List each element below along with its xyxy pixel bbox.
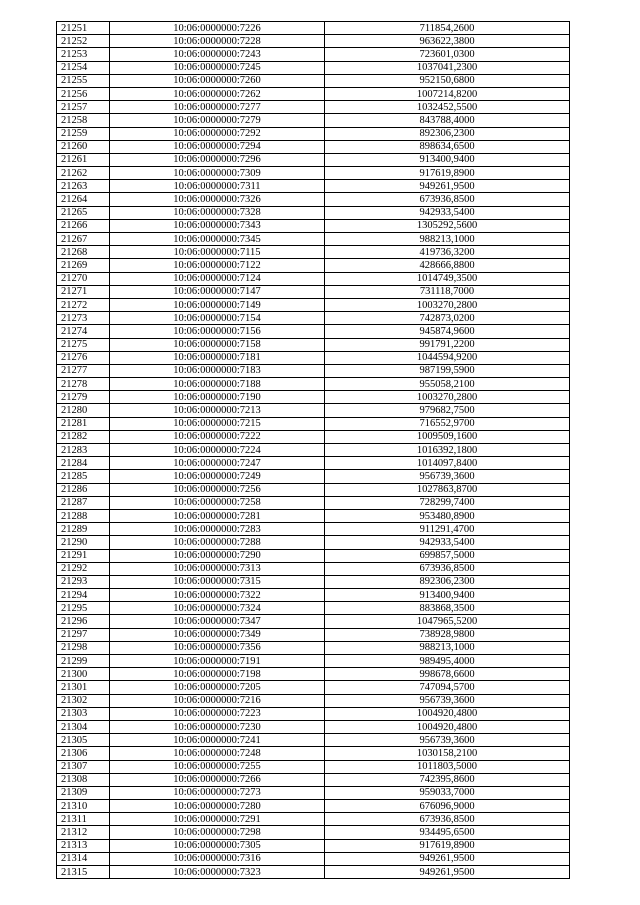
value-cell: 676096,9000	[325, 800, 570, 813]
table-row	[57, 655, 570, 668]
code-cell: 10:06:0000000:7188	[110, 378, 325, 391]
row-number-cell: 21254	[57, 61, 110, 74]
code-cell: 10:06:0000000:7158	[110, 338, 325, 351]
value-cell: 917619,8900	[325, 839, 570, 852]
code-cell: 10:06:0000000:7224	[110, 444, 325, 457]
value-cell: 952150,6800	[325, 74, 570, 87]
code-cell: 10:06:0000000:7322	[110, 589, 325, 602]
value-cell: 1009509,1600	[325, 430, 570, 443]
code-cell: 10:06:0000000:7156	[110, 325, 325, 338]
table-row	[57, 404, 570, 417]
code-cell: 10:06:0000000:7249	[110, 470, 325, 483]
value-cell: 1011803,5000	[325, 760, 570, 773]
code-cell: 10:06:0000000:7291	[110, 813, 325, 826]
code-cell: 10:06:0000000:7313	[110, 562, 325, 575]
code-cell: 10:06:0000000:7223	[110, 707, 325, 720]
row-number-cell: 21312	[57, 826, 110, 839]
value-cell: 419736,3200	[325, 246, 570, 259]
row-number-cell: 21264	[57, 193, 110, 206]
table-row	[57, 364, 570, 377]
row-number-cell: 21304	[57, 720, 110, 733]
row-number-cell: 21313	[57, 839, 110, 852]
table-row	[57, 272, 570, 285]
row-number-cell: 21286	[57, 483, 110, 496]
value-cell: 1305292,5600	[325, 219, 570, 232]
row-number-cell: 21269	[57, 259, 110, 272]
value-cell: 883868,3500	[325, 602, 570, 615]
row-number-cell: 21280	[57, 404, 110, 417]
value-cell: 699857,5000	[325, 549, 570, 562]
table-row	[57, 602, 570, 615]
row-number-cell: 21315	[57, 866, 110, 879]
value-cell: 934495,6500	[325, 826, 570, 839]
table-row	[57, 523, 570, 536]
row-number-cell: 21314	[57, 852, 110, 865]
value-cell: 956739,3600	[325, 470, 570, 483]
row-number-cell: 21292	[57, 562, 110, 575]
code-cell: 10:06:0000000:7205	[110, 681, 325, 694]
code-cell: 10:06:0000000:7230	[110, 720, 325, 733]
table-row	[57, 549, 570, 562]
table-row	[57, 734, 570, 747]
code-cell: 10:06:0000000:7311	[110, 180, 325, 193]
table-row	[57, 378, 570, 391]
code-cell: 10:06:0000000:7190	[110, 391, 325, 404]
value-cell: 716552,9700	[325, 417, 570, 430]
table-row	[57, 35, 570, 48]
table-row	[57, 206, 570, 219]
row-number-cell: 21285	[57, 470, 110, 483]
row-number-cell: 21260	[57, 140, 110, 153]
row-number-cell: 21305	[57, 734, 110, 747]
row-number-cell: 21311	[57, 813, 110, 826]
code-cell: 10:06:0000000:7324	[110, 602, 325, 615]
value-cell: 747094,5700	[325, 681, 570, 694]
table-row	[57, 417, 570, 430]
table-row	[57, 430, 570, 443]
table-row	[57, 325, 570, 338]
value-cell: 1004920,4800	[325, 707, 570, 720]
row-number-cell: 21302	[57, 694, 110, 707]
value-cell: 953480,8900	[325, 509, 570, 522]
value-cell: 1007214,8200	[325, 87, 570, 100]
table-row	[57, 167, 570, 180]
code-cell: 10:06:0000000:7296	[110, 153, 325, 166]
code-cell: 10:06:0000000:7149	[110, 298, 325, 311]
code-cell: 10:06:0000000:7290	[110, 549, 325, 562]
row-number-cell: 21293	[57, 575, 110, 588]
table-row	[57, 866, 570, 879]
row-number-cell: 21263	[57, 180, 110, 193]
value-cell: 892306,2300	[325, 127, 570, 140]
code-cell: 10:06:0000000:7191	[110, 655, 325, 668]
code-cell: 10:06:0000000:7226	[110, 22, 325, 35]
value-cell: 998678,6600	[325, 668, 570, 681]
table-row	[57, 391, 570, 404]
code-cell: 10:06:0000000:7256	[110, 483, 325, 496]
table-row	[57, 351, 570, 364]
table-row	[57, 259, 570, 272]
code-cell: 10:06:0000000:7343	[110, 219, 325, 232]
row-number-cell: 21273	[57, 312, 110, 325]
row-number-cell: 21261	[57, 153, 110, 166]
row-number-cell: 21287	[57, 496, 110, 509]
row-number-cell: 21276	[57, 351, 110, 364]
value-cell: 913400,9400	[325, 153, 570, 166]
table-row	[57, 773, 570, 786]
row-number-cell: 21290	[57, 536, 110, 549]
code-cell: 10:06:0000000:7323	[110, 866, 325, 879]
table-row	[57, 87, 570, 100]
code-cell: 10:06:0000000:7345	[110, 233, 325, 246]
code-cell: 10:06:0000000:7349	[110, 628, 325, 641]
value-cell: 956739,3600	[325, 734, 570, 747]
code-cell: 10:06:0000000:7147	[110, 285, 325, 298]
table-row	[57, 496, 570, 509]
table-row	[57, 839, 570, 852]
code-cell: 10:06:0000000:7122	[110, 259, 325, 272]
table-row	[57, 589, 570, 602]
table-row	[57, 800, 570, 813]
value-cell: 898634,6500	[325, 140, 570, 153]
row-number-cell: 21256	[57, 87, 110, 100]
code-cell: 10:06:0000000:7328	[110, 206, 325, 219]
table-row	[57, 457, 570, 470]
code-cell: 10:06:0000000:7273	[110, 786, 325, 799]
code-cell: 10:06:0000000:7255	[110, 760, 325, 773]
code-cell: 10:06:0000000:7292	[110, 127, 325, 140]
value-cell: 963622,3800	[325, 35, 570, 48]
value-cell: 911291,4700	[325, 523, 570, 536]
table-row	[57, 536, 570, 549]
table-row	[57, 826, 570, 839]
row-number-cell: 21253	[57, 48, 110, 61]
value-cell: 988213,1000	[325, 641, 570, 654]
value-cell: 949261,9500	[325, 180, 570, 193]
table-row	[57, 114, 570, 127]
row-number-cell: 21266	[57, 219, 110, 232]
value-cell: 945874,9600	[325, 325, 570, 338]
row-number-cell: 21283	[57, 444, 110, 457]
value-cell: 738928,9800	[325, 628, 570, 641]
table-row	[57, 180, 570, 193]
value-cell: 1037041,2300	[325, 61, 570, 74]
value-cell: 1016392,1800	[325, 444, 570, 457]
code-cell: 10:06:0000000:7241	[110, 734, 325, 747]
code-cell: 10:06:0000000:7298	[110, 826, 325, 839]
table-row	[57, 246, 570, 259]
table-row	[57, 747, 570, 760]
code-cell: 10:06:0000000:7316	[110, 852, 325, 865]
code-cell: 10:06:0000000:7243	[110, 48, 325, 61]
value-cell: 673936,8500	[325, 193, 570, 206]
row-number-cell: 21281	[57, 417, 110, 430]
value-cell: 742395,8600	[325, 773, 570, 786]
value-cell: 1044594,9200	[325, 351, 570, 364]
table-row	[57, 127, 570, 140]
value-cell: 1004920,4800	[325, 720, 570, 733]
row-number-cell: 21262	[57, 167, 110, 180]
value-cell: 917619,8900	[325, 167, 570, 180]
row-number-cell: 21300	[57, 668, 110, 681]
row-number-cell: 21295	[57, 602, 110, 615]
code-cell: 10:06:0000000:7260	[110, 74, 325, 87]
value-cell: 1030158,2100	[325, 747, 570, 760]
table-row	[57, 707, 570, 720]
row-number-cell: 21308	[57, 773, 110, 786]
code-cell: 10:06:0000000:7124	[110, 272, 325, 285]
table-row	[57, 298, 570, 311]
table-row	[57, 720, 570, 733]
row-number-cell: 21265	[57, 206, 110, 219]
row-number-cell: 21277	[57, 364, 110, 377]
row-number-cell: 21301	[57, 681, 110, 694]
row-number-cell: 21268	[57, 246, 110, 259]
table-row	[57, 219, 570, 232]
table-row	[57, 338, 570, 351]
value-cell: 989495,4000	[325, 655, 570, 668]
value-cell: 723601,0300	[325, 48, 570, 61]
code-cell: 10:06:0000000:7248	[110, 747, 325, 760]
table-row	[57, 562, 570, 575]
row-number-cell: 21307	[57, 760, 110, 773]
value-cell: 942933,5400	[325, 536, 570, 549]
value-cell: 428666,8800	[325, 259, 570, 272]
code-cell: 10:06:0000000:7280	[110, 800, 325, 813]
value-cell: 913400,9400	[325, 589, 570, 602]
code-cell: 10:06:0000000:7281	[110, 509, 325, 522]
value-cell: 1047965,5200	[325, 615, 570, 628]
table-row	[57, 483, 570, 496]
table-row	[57, 101, 570, 114]
code-cell: 10:06:0000000:7294	[110, 140, 325, 153]
row-number-cell: 21255	[57, 74, 110, 87]
table-row	[57, 74, 570, 87]
value-cell: 892306,2300	[325, 575, 570, 588]
value-cell: 728299,7400	[325, 496, 570, 509]
code-cell: 10:06:0000000:7245	[110, 61, 325, 74]
row-number-cell: 21272	[57, 298, 110, 311]
table-row	[57, 628, 570, 641]
table-row	[57, 312, 570, 325]
value-cell: 949261,9500	[325, 852, 570, 865]
code-cell: 10:06:0000000:7266	[110, 773, 325, 786]
code-cell: 10:06:0000000:7215	[110, 417, 325, 430]
code-cell: 10:06:0000000:7309	[110, 167, 325, 180]
code-cell: 10:06:0000000:7347	[110, 615, 325, 628]
value-cell: 988213,1000	[325, 233, 570, 246]
table-row	[57, 786, 570, 799]
row-number-cell: 21271	[57, 285, 110, 298]
value-cell: 731118,7000	[325, 285, 570, 298]
table-row	[57, 694, 570, 707]
value-cell: 711854,2600	[325, 22, 570, 35]
table-row	[57, 61, 570, 74]
value-cell: 1003270,2800	[325, 298, 570, 311]
code-cell: 10:06:0000000:7183	[110, 364, 325, 377]
value-cell: 991791,2200	[325, 338, 570, 351]
table-row	[57, 641, 570, 654]
table-row	[57, 140, 570, 153]
data-table	[56, 21, 570, 879]
value-cell: 1032452,5500	[325, 101, 570, 114]
code-cell: 10:06:0000000:7279	[110, 114, 325, 127]
row-number-cell: 21291	[57, 549, 110, 562]
row-number-cell: 21294	[57, 589, 110, 602]
row-number-cell: 21297	[57, 628, 110, 641]
table-row	[57, 444, 570, 457]
code-cell: 10:06:0000000:7216	[110, 694, 325, 707]
table-body	[57, 22, 570, 879]
row-number-cell: 21303	[57, 707, 110, 720]
table-row	[57, 852, 570, 865]
table-row	[57, 615, 570, 628]
code-cell: 10:06:0000000:7115	[110, 246, 325, 259]
code-cell: 10:06:0000000:7305	[110, 839, 325, 852]
code-cell: 10:06:0000000:7198	[110, 668, 325, 681]
value-cell: 1014749,3500	[325, 272, 570, 285]
code-cell: 10:06:0000000:7356	[110, 641, 325, 654]
value-cell: 979682,7500	[325, 404, 570, 417]
table-row	[57, 509, 570, 522]
value-cell: 1014097,8400	[325, 457, 570, 470]
table-row	[57, 813, 570, 826]
table-row	[57, 22, 570, 35]
row-number-cell: 21310	[57, 800, 110, 813]
value-cell: 959033,7000	[325, 786, 570, 799]
row-number-cell: 21258	[57, 114, 110, 127]
row-number-cell: 21298	[57, 641, 110, 654]
row-number-cell: 21296	[57, 615, 110, 628]
code-cell: 10:06:0000000:7228	[110, 35, 325, 48]
row-number-cell: 21252	[57, 35, 110, 48]
row-number-cell: 21270	[57, 272, 110, 285]
row-number-cell: 21279	[57, 391, 110, 404]
value-cell: 1027863,8700	[325, 483, 570, 496]
row-number-cell: 21267	[57, 233, 110, 246]
row-number-cell: 21282	[57, 430, 110, 443]
row-number-cell: 21257	[57, 101, 110, 114]
row-number-cell: 21289	[57, 523, 110, 536]
row-number-cell: 21274	[57, 325, 110, 338]
table-row	[57, 193, 570, 206]
code-cell: 10:06:0000000:7222	[110, 430, 325, 443]
table-row	[57, 575, 570, 588]
row-number-cell: 21299	[57, 655, 110, 668]
value-cell: 987199,5900	[325, 364, 570, 377]
table-row	[57, 668, 570, 681]
row-number-cell: 21309	[57, 786, 110, 799]
value-cell: 942933,5400	[325, 206, 570, 219]
code-cell: 10:06:0000000:7262	[110, 87, 325, 100]
table-row	[57, 760, 570, 773]
code-cell: 10:06:0000000:7258	[110, 496, 325, 509]
code-cell: 10:06:0000000:7181	[110, 351, 325, 364]
table-row	[57, 153, 570, 166]
row-number-cell: 21288	[57, 509, 110, 522]
row-number-cell: 21284	[57, 457, 110, 470]
value-cell: 955058,2100	[325, 378, 570, 391]
row-number-cell: 21275	[57, 338, 110, 351]
table-row	[57, 285, 570, 298]
code-cell: 10:06:0000000:7326	[110, 193, 325, 206]
table-row	[57, 233, 570, 246]
code-cell: 10:06:0000000:7213	[110, 404, 325, 417]
code-cell: 10:06:0000000:7154	[110, 312, 325, 325]
row-number-cell: 21251	[57, 22, 110, 35]
row-number-cell: 21259	[57, 127, 110, 140]
code-cell: 10:06:0000000:7315	[110, 575, 325, 588]
code-cell: 10:06:0000000:7288	[110, 536, 325, 549]
value-cell: 949261,9500	[325, 866, 570, 879]
value-cell: 1003270,2800	[325, 391, 570, 404]
value-cell: 673936,8500	[325, 562, 570, 575]
code-cell: 10:06:0000000:7247	[110, 457, 325, 470]
code-cell: 10:06:0000000:7277	[110, 101, 325, 114]
value-cell: 843788,4000	[325, 114, 570, 127]
table-row	[57, 681, 570, 694]
code-cell: 10:06:0000000:7283	[110, 523, 325, 536]
value-cell: 673936,8500	[325, 813, 570, 826]
table-row	[57, 48, 570, 61]
row-number-cell: 21278	[57, 378, 110, 391]
value-cell: 956739,3600	[325, 694, 570, 707]
table-row	[57, 470, 570, 483]
value-cell: 742873,0200	[325, 312, 570, 325]
row-number-cell: 21306	[57, 747, 110, 760]
